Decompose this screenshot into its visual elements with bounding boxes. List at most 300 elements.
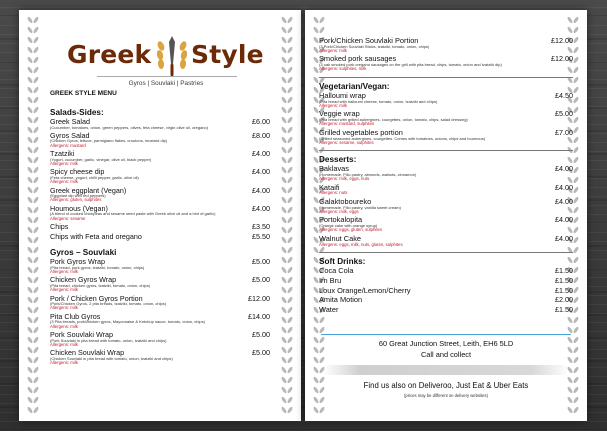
item-price: £1.50 bbox=[555, 305, 573, 315]
item-description: (Pork/Chicken Gyros, 2 pita breads, tzatziki, tomato, onion, chips) bbox=[50, 301, 167, 307]
leaf-icon bbox=[27, 356, 34, 364]
leaf-icon bbox=[281, 386, 288, 394]
item-name: Spicy cheese dip bbox=[50, 167, 105, 177]
price-note: (prices may be different on delivery websites) bbox=[404, 393, 488, 398]
item-description: (Yogurt, cucumber, garlic, vinegar, olive oil, black pepper) bbox=[50, 156, 152, 162]
item-allergens: Allergens: milk bbox=[50, 323, 78, 329]
item-price: £1.50 bbox=[555, 285, 573, 295]
leaf-icon bbox=[33, 266, 40, 274]
leaf-icon bbox=[33, 206, 40, 214]
leaf-icon bbox=[287, 336, 294, 344]
leaf-icon bbox=[27, 176, 34, 184]
item-allergens: Allergens: milk bbox=[50, 268, 78, 274]
leaf-icon bbox=[281, 286, 288, 294]
item-description: (Homemade, Fillo pastry, almonds, walnuts, cinnamon) bbox=[319, 172, 417, 178]
leaf-icon bbox=[281, 196, 288, 204]
leaf-icon bbox=[287, 146, 294, 154]
leaf-icon bbox=[33, 346, 40, 354]
item-name: Pork / Chicken Gyros Portion bbox=[50, 293, 143, 303]
footer-divider-band bbox=[323, 365, 569, 375]
menu-item bbox=[50, 258, 270, 274]
leaf-icon bbox=[281, 236, 288, 244]
leaf-icon bbox=[33, 226, 40, 234]
item-name: Amita Motion bbox=[319, 295, 363, 305]
leaf-icon bbox=[33, 86, 40, 94]
leaf-icon bbox=[287, 306, 294, 314]
item-price: £4.00 bbox=[252, 185, 270, 195]
menu-item bbox=[319, 235, 573, 247]
leaf-icon bbox=[27, 136, 34, 144]
item-name: Pork Souvlaki Wrap bbox=[50, 330, 113, 340]
leaf-icon bbox=[27, 156, 34, 164]
item-price: £4.00 bbox=[252, 203, 270, 213]
leaf-icon bbox=[27, 226, 34, 234]
leaf-icon bbox=[27, 206, 34, 214]
item-price: £12.00 bbox=[248, 293, 270, 303]
item-name: Halloumi wrap bbox=[319, 90, 366, 100]
leaf-icon bbox=[281, 66, 288, 74]
item-name: Pork Gyros Wrap bbox=[50, 257, 105, 267]
item-description: (3 Pork/Chicken Souvlaki Sticks, tzatziki, tomato, onion, chips) bbox=[319, 43, 430, 49]
menu-item bbox=[319, 129, 573, 145]
menu-page-left bbox=[19, 10, 301, 421]
delivery-partners: Find us also on Deliveroo, Just Eat & Uber Eats bbox=[363, 381, 529, 390]
menu-item bbox=[319, 165, 573, 181]
item-allergens: Allergens: milk bbox=[319, 47, 347, 53]
left-menu-sections bbox=[50, 108, 270, 368]
item-description: (Pita bread with grilled aubergines, courgettes, onion, tomato, chips, salad dressing) bbox=[319, 117, 468, 123]
menu-item bbox=[50, 205, 270, 221]
leaf-icon bbox=[27, 16, 34, 24]
leaf-icon bbox=[287, 386, 294, 394]
menu-page-right bbox=[305, 10, 587, 421]
leaf-icon bbox=[281, 276, 288, 284]
leaf-icon bbox=[33, 276, 40, 284]
leaf-icon bbox=[281, 186, 288, 194]
leaf-icon bbox=[27, 216, 34, 224]
item-price: £7.00 bbox=[555, 127, 573, 137]
item-name: Veggie wrap bbox=[319, 109, 360, 119]
menu-item bbox=[319, 287, 573, 295]
leaf-icon bbox=[33, 316, 40, 324]
item-allergens: Allergens: milk bbox=[50, 179, 78, 184]
address: 60 Great Junction Street, Leith, EH6 5LD bbox=[378, 339, 514, 348]
leaf-icon bbox=[27, 196, 34, 204]
menu-item bbox=[319, 55, 573, 71]
leaf-icon bbox=[287, 66, 294, 74]
leaf-icon bbox=[27, 76, 34, 84]
leaf-icon bbox=[33, 76, 40, 84]
leaf-icon bbox=[281, 116, 288, 124]
leaf-icon bbox=[281, 46, 288, 54]
leaf-icon bbox=[281, 356, 288, 364]
section-title: Desserts: bbox=[319, 155, 357, 165]
item-price: £4.00 bbox=[252, 149, 270, 158]
item-price: £4.00 bbox=[555, 233, 573, 243]
leaf-icon bbox=[287, 56, 294, 64]
section-title: Vegetarian/Vegan: bbox=[319, 81, 390, 91]
menu-item bbox=[319, 306, 573, 314]
item-name: Chicken Souvlaki Wrap bbox=[50, 348, 125, 358]
item-name: Gyros Salad bbox=[50, 130, 90, 140]
leaf-icon bbox=[281, 336, 288, 344]
menu-item bbox=[319, 216, 573, 232]
item-description: (Chicken Souvlaki in pita bread with tomato, onion, tzatziki and chips) bbox=[50, 355, 173, 361]
menu-title: GREEK STYLE MENU bbox=[50, 90, 117, 97]
item-name: Chips bbox=[50, 222, 69, 231]
item-name: Irn Bru bbox=[319, 275, 342, 285]
item-description: (Homemade, Fillo pastry, vanilla sweet cream) bbox=[319, 204, 401, 210]
section-title: Gyros – Souvlaki bbox=[50, 248, 117, 258]
leaf-icon bbox=[287, 366, 294, 374]
menu-item bbox=[50, 313, 270, 329]
item-allergens: Allergens: sulphites, milk bbox=[319, 66, 367, 72]
item-price: £4.00 bbox=[555, 196, 573, 206]
leaf-icon bbox=[287, 196, 294, 204]
leaf-icon bbox=[281, 396, 288, 404]
leaf-icon bbox=[33, 66, 40, 74]
leaf-icon bbox=[287, 46, 294, 54]
leaf-icon bbox=[33, 36, 40, 44]
item-description: (Orange cake with orange syrup) bbox=[319, 223, 378, 229]
item-name: Houmous (Vegan) bbox=[50, 203, 108, 213]
leaf-icon bbox=[281, 86, 288, 94]
leaf-icon bbox=[33, 326, 40, 334]
leaf-pattern-icon bbox=[279, 16, 295, 415]
leaf-icon bbox=[27, 26, 34, 34]
item-name: Loux Orange/Lemon/Cherry bbox=[319, 285, 411, 295]
leaf-icon bbox=[287, 36, 294, 44]
item-price: £1.50 bbox=[555, 275, 573, 285]
item-price: £12.00 bbox=[551, 36, 573, 45]
item-allergens: Allergens: milk bbox=[50, 360, 78, 366]
leaf-icon bbox=[33, 356, 40, 364]
logo-tagline: Gyros | Souvlaki | Pastries bbox=[128, 80, 204, 87]
logo-word-greek: Greek bbox=[67, 40, 152, 69]
leaf-icon bbox=[33, 336, 40, 344]
leaf-icon bbox=[33, 286, 40, 294]
leaf-icon bbox=[287, 26, 294, 34]
leaf-icon bbox=[281, 56, 288, 64]
leaf-icon bbox=[287, 96, 294, 104]
leaf-icon bbox=[33, 156, 40, 164]
leaf-icon bbox=[27, 346, 34, 354]
item-allergens: Allergens: sesame bbox=[50, 215, 86, 221]
leaf-icon bbox=[27, 66, 34, 74]
leaf-icon bbox=[33, 366, 40, 374]
leaf-icon bbox=[33, 186, 40, 194]
wheat-knife-emblem-icon bbox=[155, 34, 189, 80]
leaf-icon bbox=[27, 306, 34, 314]
leaf-icon bbox=[27, 376, 34, 384]
leaf-border-right bbox=[279, 16, 295, 415]
item-allergens: Allergens: milk bbox=[50, 305, 78, 311]
leaf-icon bbox=[27, 106, 34, 114]
leaf-icon bbox=[281, 156, 288, 164]
menu-item bbox=[50, 168, 270, 184]
leaf-icon bbox=[281, 266, 288, 274]
leaf-icon bbox=[281, 26, 288, 34]
leaf-icon bbox=[33, 196, 40, 204]
item-allergens: Allergens: milk bbox=[319, 102, 347, 108]
leaf-icon bbox=[27, 96, 34, 104]
item-allergens: Allergens: milk bbox=[50, 160, 78, 166]
item-name: Grilled vegetables portion bbox=[319, 127, 403, 137]
leaf-icon bbox=[33, 246, 40, 254]
left-page-content bbox=[45, 10, 275, 421]
leaf-icon bbox=[281, 366, 288, 374]
item-name: Kataifi bbox=[319, 182, 340, 192]
leaf-icon bbox=[33, 116, 40, 124]
section-divider bbox=[319, 252, 573, 253]
leaf-icon bbox=[27, 276, 34, 284]
leaf-icon bbox=[281, 16, 288, 24]
menu-item bbox=[50, 233, 270, 241]
item-price: £1.50 bbox=[555, 266, 573, 276]
leaf-icon bbox=[287, 266, 294, 274]
leaf-icon bbox=[27, 46, 34, 54]
leaf-icon bbox=[281, 76, 288, 84]
leaf-icon bbox=[287, 166, 294, 174]
menu-item bbox=[50, 187, 270, 203]
item-price: £5.00 bbox=[555, 109, 573, 119]
leaf-icon bbox=[287, 256, 294, 264]
call-and-collect: Call and collect bbox=[420, 350, 472, 359]
leaf-icon bbox=[27, 286, 34, 294]
item-allergens: Allergens: milk bbox=[50, 287, 78, 293]
item-allergens: Allergens: mustard, sulphites bbox=[319, 121, 375, 127]
item-price: £2.00 bbox=[555, 295, 573, 305]
leaf-icon bbox=[33, 106, 40, 114]
leaf-icon bbox=[33, 306, 40, 314]
item-allergens: Allergens: mustard bbox=[50, 142, 86, 148]
item-price: £5.00 bbox=[252, 275, 270, 285]
leaf-icon bbox=[287, 316, 294, 324]
item-price: £3.50 bbox=[252, 222, 270, 231]
item-price: £4.00 bbox=[555, 164, 573, 174]
menu-item bbox=[319, 198, 573, 214]
item-price: £4.50 bbox=[555, 90, 573, 100]
item-allergens: Allergens: milk bbox=[50, 341, 78, 347]
item-description: (Pita bread with halloumi cheese, tomato, onion, tzatziki and chips) bbox=[319, 98, 438, 104]
leaf-icon bbox=[281, 126, 288, 134]
leaf-icon bbox=[281, 206, 288, 214]
leaf-icon bbox=[281, 176, 288, 184]
item-allergens: Allergens: sesame, sulphites bbox=[319, 139, 374, 145]
leaf-icon bbox=[287, 296, 294, 304]
footer-top-rule bbox=[321, 334, 571, 335]
leaf-icon bbox=[27, 316, 34, 324]
leaf-icon bbox=[287, 156, 294, 164]
item-price: £4.00 bbox=[252, 167, 270, 177]
item-description: (Chicken Gyros, lettuce, parmigiano flakes, croutons, mustard dip) bbox=[50, 138, 168, 144]
menu-item bbox=[319, 92, 573, 108]
item-allergens: Allergens: milk, eggs bbox=[319, 208, 359, 214]
leaf-icon bbox=[33, 126, 40, 134]
leaf-pattern-icon bbox=[25, 16, 41, 415]
leaf-icon bbox=[33, 46, 40, 54]
leaf-icon bbox=[287, 116, 294, 124]
item-description: (Eggplant dip with red peppers) bbox=[50, 193, 106, 199]
leaf-icon bbox=[287, 226, 294, 234]
leaf-icon bbox=[281, 246, 288, 254]
menu-item bbox=[50, 331, 270, 347]
leaf-icon bbox=[287, 326, 294, 334]
item-price: £4.00 bbox=[555, 182, 573, 192]
leaf-icon bbox=[287, 356, 294, 364]
leaf-icon bbox=[27, 326, 34, 334]
leaf-icon bbox=[33, 166, 40, 174]
leaf-icon bbox=[27, 256, 34, 264]
item-price: £5.50 bbox=[252, 231, 270, 241]
item-name: Greek Salad bbox=[50, 117, 90, 126]
item-name: Chicken Gyros Wrap bbox=[50, 275, 117, 285]
item-description: (Grilled seasoned aubergines, courgettes. Comes with tomatoes, onions, chips and houmous) bbox=[319, 135, 486, 141]
leaf-icon bbox=[287, 16, 294, 24]
leaf-icon bbox=[281, 326, 288, 334]
leaf-icon bbox=[33, 376, 40, 384]
leaf-icon bbox=[287, 126, 294, 134]
item-price: £12.00 bbox=[551, 54, 573, 64]
leaf-icon bbox=[287, 286, 294, 294]
item-price: £8.00 bbox=[252, 130, 270, 140]
leaf-icon bbox=[33, 176, 40, 184]
leaf-icon bbox=[281, 256, 288, 264]
leaf-icon bbox=[281, 36, 288, 44]
leaf-icon bbox=[33, 296, 40, 304]
item-name: Water bbox=[319, 305, 339, 315]
leaf-icon bbox=[27, 396, 34, 404]
leaf-icon bbox=[33, 136, 40, 144]
leaf-icon bbox=[33, 16, 40, 24]
item-description: (A blend of cooked chickpeas and sesame seed paste with Greek olive oil and a hint of garlic) bbox=[50, 211, 216, 217]
right-menu-sections bbox=[319, 37, 573, 316]
leaf-icon bbox=[281, 96, 288, 104]
leaf-icon bbox=[33, 56, 40, 64]
leaf-icon bbox=[27, 126, 34, 134]
leaf-icon bbox=[27, 266, 34, 274]
item-name: Chips with Feta and oregano bbox=[50, 231, 142, 241]
section-title: Salads-Sides: bbox=[50, 108, 104, 117]
leaf-icon bbox=[33, 406, 40, 414]
leaf-icon bbox=[281, 146, 288, 154]
item-allergens: Allergens: milk, eggs, nuts bbox=[319, 176, 370, 182]
item-name: Portokalopita bbox=[319, 215, 363, 225]
leaf-icon bbox=[27, 116, 34, 124]
leaf-icon bbox=[27, 296, 34, 304]
menu-item bbox=[50, 295, 270, 311]
item-allergens: Allergens: gluten, sulphites bbox=[50, 197, 102, 203]
section-title: Soft Drinks: bbox=[319, 257, 366, 267]
leaf-icon bbox=[287, 376, 294, 384]
item-name: Pork/Chicken Souvlaki Portion bbox=[319, 36, 419, 45]
leaf-icon bbox=[281, 406, 288, 414]
leaf-icon bbox=[287, 236, 294, 244]
item-name: Tzatziki bbox=[50, 149, 75, 158]
menu-item bbox=[319, 37, 573, 53]
leaf-icon bbox=[27, 366, 34, 374]
leaf-icon bbox=[281, 226, 288, 234]
item-description: (Cucumber, tomatoes, onion, green peppers, olives, feta cheese, virgin olive oil, oregano) bbox=[50, 124, 209, 130]
leaf-icon bbox=[287, 136, 294, 144]
logo-word-style: Style bbox=[191, 40, 264, 69]
leaf-icon bbox=[33, 216, 40, 224]
leaf-icon bbox=[27, 246, 34, 254]
leaf-border-left bbox=[25, 16, 41, 415]
leaf-icon bbox=[287, 346, 294, 354]
menu-item bbox=[319, 277, 573, 285]
item-allergens: Allergens: eggs, milk, nuts, gluten, sulphites bbox=[319, 241, 403, 247]
leaf-icon bbox=[27, 56, 34, 64]
leaf-icon bbox=[33, 26, 40, 34]
menu-item bbox=[319, 296, 573, 304]
menu-item bbox=[50, 150, 270, 166]
leaf-icon bbox=[281, 216, 288, 224]
item-price: £6.00 bbox=[252, 117, 270, 126]
item-name: Walnut Cake bbox=[319, 233, 362, 243]
menu-item bbox=[319, 184, 573, 196]
item-price: £5.00 bbox=[252, 348, 270, 358]
menu-item bbox=[319, 110, 573, 126]
right-page-content bbox=[317, 10, 575, 421]
leaf-icon bbox=[27, 236, 34, 244]
leaf-icon bbox=[281, 106, 288, 114]
logo-divider bbox=[97, 76, 237, 77]
leaf-icon bbox=[33, 256, 40, 264]
leaf-icon bbox=[27, 386, 34, 394]
leaf-icon bbox=[287, 176, 294, 184]
leaf-icon bbox=[281, 306, 288, 314]
leaf-icon bbox=[33, 236, 40, 244]
item-name: Baklavas bbox=[319, 164, 349, 174]
item-description: (Feta cheese, yogurt, chilli pepper, garlic, olive oil) bbox=[50, 174, 139, 180]
leaf-icon bbox=[287, 76, 294, 84]
item-allergens: Allergens: eggs, gluten, sulphites bbox=[319, 227, 383, 233]
menu-item bbox=[50, 223, 270, 231]
item-allergens: Allergens: nuts bbox=[319, 190, 348, 196]
item-name: Pita Club Gyros bbox=[50, 311, 101, 321]
leaf-icon bbox=[287, 396, 294, 404]
item-description: (3 oak smoked pork oregano sausages on the grill with pita bread, chips, tomato, onion and tzatziki dip) bbox=[319, 62, 502, 68]
leaf-icon bbox=[33, 146, 40, 154]
leaf-icon bbox=[27, 36, 34, 44]
leaf-icon bbox=[27, 166, 34, 174]
leaf-icon bbox=[33, 396, 40, 404]
item-name: Smoked pork sausages bbox=[319, 54, 397, 64]
leaf-icon bbox=[287, 86, 294, 94]
item-description: (Pork Souvlaki in pita bread with tomato, onion, tzatziki and chips) bbox=[50, 337, 167, 343]
leaf-icon bbox=[281, 296, 288, 304]
item-price: £5.00 bbox=[252, 330, 270, 340]
leaf-icon bbox=[287, 206, 294, 214]
leaf-icon bbox=[33, 96, 40, 104]
menu-item bbox=[50, 118, 270, 130]
item-name: Coca Cola bbox=[319, 266, 354, 276]
leaf-icon bbox=[281, 316, 288, 324]
item-name: Greek eggplant (Vegan) bbox=[50, 185, 127, 195]
item-price: £5.00 bbox=[252, 257, 270, 267]
footer bbox=[319, 334, 573, 398]
item-description: (3 Pita breads, pork/chicken gyros, Mayonnaise & Ketchup sauce, tomato, onion, chips) bbox=[50, 319, 205, 325]
menu-item bbox=[50, 349, 270, 365]
leaf-icon bbox=[27, 146, 34, 154]
menu-item bbox=[50, 276, 270, 292]
leaf-icon bbox=[281, 346, 288, 354]
leaf-icon bbox=[27, 336, 34, 344]
leaf-icon bbox=[27, 86, 34, 94]
leaf-icon bbox=[33, 386, 40, 394]
leaf-icon bbox=[281, 376, 288, 384]
